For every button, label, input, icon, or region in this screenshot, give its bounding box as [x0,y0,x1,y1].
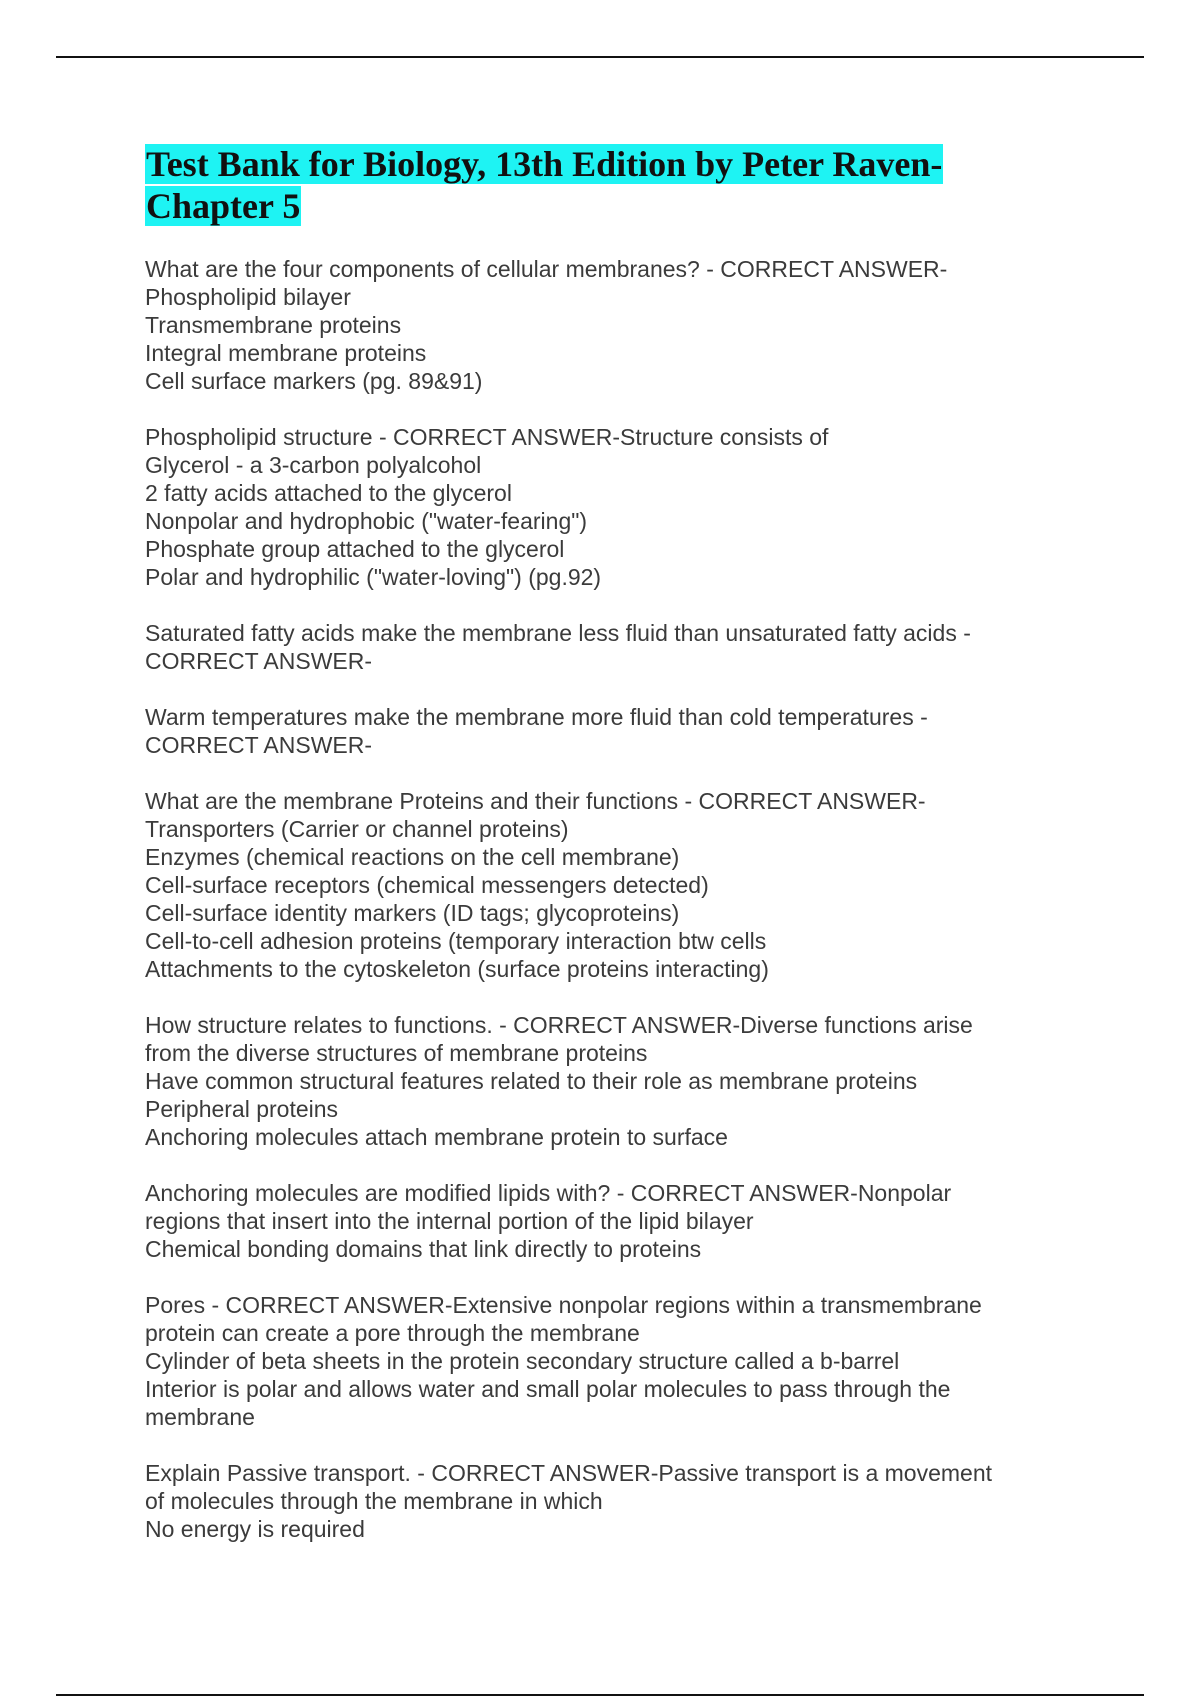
qa-answer-line: Enzymes (chemical reactions on the cell membrane) [145,844,680,870]
qa-entry [145,1179,1065,1263]
qa-answer-line: Anchoring molecules attach membrane protein to surface [145,1124,728,1150]
qa-entry [145,1011,1065,1151]
qa-entry [145,1291,1065,1431]
qa-answer-line: Transporters (Carrier or channel proteins) [145,816,569,842]
qa-answer-line: Cell-to-cell adhesion proteins (temporary interaction btw cells [145,928,767,954]
qa-answer-line: Nonpolar and hydrophobic ("water-fearing") [145,508,588,534]
qa-entry [145,255,1065,395]
qa-answer-line: Phosphate group attached to the glycerol [145,536,565,562]
qa-question-line: Saturated fatty acids make the membrane less fluid than unsaturated fatty acids - [145,620,971,646]
qa-answer-line: membrane [145,1404,255,1430]
qa-answer-line: Transmembrane proteins [145,312,402,338]
qa-answer-line: CORRECT ANSWER- [145,648,373,674]
title-line-1: Test Bank for Biology, 13th Edition by Peter Raven- [146,144,943,184]
qa-entry [145,619,1065,675]
qa-answer-line: Cell-surface identity markers (ID tags; glycoproteins) [145,900,680,926]
qa-entry [145,703,1065,759]
qa-answer-line: Chemical bonding domains that link directly to proteins [145,1236,702,1262]
document-body [145,143,1065,1571]
qa-question-line: What are the four components of cellular membranes? - CORRECT ANSWER- [145,256,948,282]
qa-answer-line: regions that insert into the internal portion of the lipid bilayer [145,1208,754,1234]
qa-answer-line: from the diverse structures of membrane proteins [145,1040,648,1066]
qa-question-line: How structure relates to functions. - CORRECT ANSWER-Diverse functions arise [145,1012,973,1038]
qa-answer-line: 2 fatty acids attached to the glycerol [145,480,512,506]
qa-answer-line: Cylinder of beta sheets in the protein secondary structure called a b-barrel [145,1348,900,1374]
qa-entry [145,1459,1065,1543]
qa-entry [145,787,1065,983]
qa-answer-line: Phospholipid bilayer [145,284,351,310]
qa-answer-line: Attachments to the cytoskeleton (surface proteins interacting) [145,956,769,982]
qa-answer-line: of molecules through the membrane in which [145,1488,603,1514]
top-rule [56,56,1144,58]
qa-answer-line: Interior is polar and allows water and small polar molecules to pass through the [145,1376,951,1402]
qa-question-line: Warm temperatures make the membrane more fluid than cold temperatures - [145,704,928,730]
qa-answer-line: protein can create a pore through the membrane [145,1320,640,1346]
qa-answer-line: Cell-surface receptors (chemical messengers detected) [145,872,709,898]
qa-answer-line: Polar and hydrophilic ("water-loving") (pg.92) [145,564,602,590]
qa-entry [145,423,1065,591]
qa-answer-line: Cell surface markers (pg. 89&91) [145,368,483,394]
qa-question-line: Pores - CORRECT ANSWER-Extensive nonpolar regions within a transmembrane [145,1292,982,1318]
qa-answer-line: Peripheral proteins [145,1096,339,1122]
document-title [145,143,1065,227]
qa-answer-line: Integral membrane proteins [145,340,427,366]
qa-list [145,255,1065,1543]
qa-answer-line: No energy is required [145,1516,365,1542]
qa-answer-line: CORRECT ANSWER- [145,732,373,758]
bottom-rule [56,1694,1144,1696]
qa-question-line: Explain Passive transport. - CORRECT ANSWER-Passive transport is a movement [145,1460,993,1486]
qa-answer-line: Have common structural features related to their role as membrane proteins [145,1068,918,1094]
qa-answer-line: Glycerol - a 3-carbon polyalcohol [145,452,482,478]
qa-question-line: Phospholipid structure - CORRECT ANSWER-Structure consists of [145,424,829,450]
title-line-2: Chapter 5 [146,186,301,226]
qa-question-line: Anchoring molecules are modified lipids with? - CORRECT ANSWER-Nonpolar [145,1180,952,1206]
qa-question-line: What are the membrane Proteins and their functions - CORRECT ANSWER- [145,788,926,814]
